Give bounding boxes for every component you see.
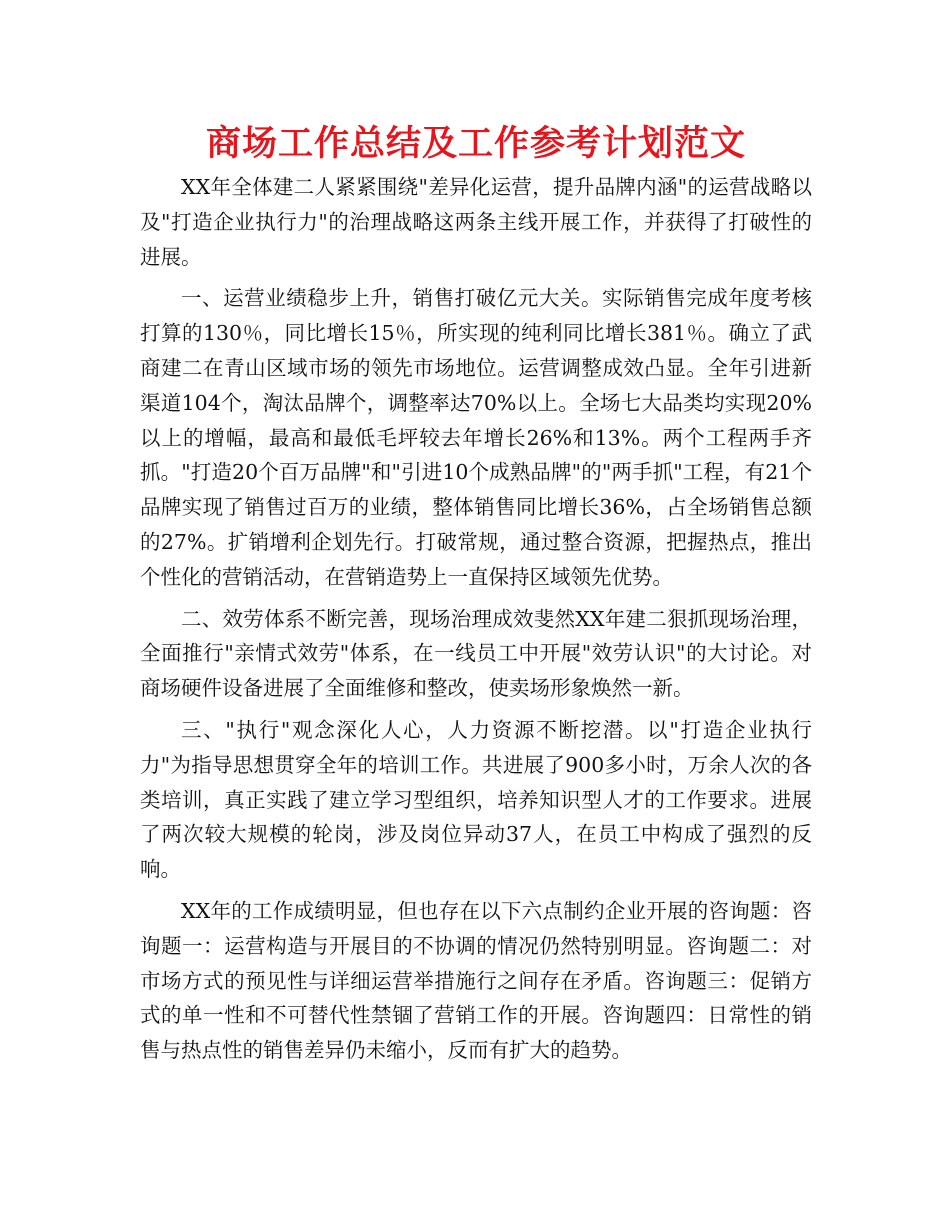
paragraph-operations: 一、运营业绩稳步上升，销售打破亿元大关。实际销售完成年度考核打算的130％，同比增长15％，所实现的纯利同比增长381％。确立了武商建二在青山区域市场的领先市场地位。运营调整成效凸显。全年引进新渠道104个，淘汰品牌个，调整率达70%以上。全场七大品类均实现20%以上的增幅，最高和最低毛坪较去年增长26%和13%。两个工程两手齐抓。"打造20个百万品牌"和"引进10个成熟品牌"的"两手抓"工程，有21个品牌实现了销售过百万的业绩，整体销售同比增长36%，占全场销售总额的27%。扩销增利企划先行。打破常规，通过整合资源，把握热点，推出个性化的营销活动，在营销造势上一直保持区域领先优势。 [140, 286, 812, 589]
paragraph-intro: XX年全体建二人紧紧围绕"差异化运营，提升品牌内涵"的运营战略以及"打造企业执行力"的治理战略这两条主线开展工作，并获得了打破性的进展。 [140, 175, 812, 269]
paragraph-service: 二、效劳体系不断完善，现场治理成效斐然XX年建二狠抓现场治理，全面推行"亲情式效劳"体系，在一线员工中开展"效劳认识"的大讨论。对商场硬件设备进展了全面维修和整改，使卖场形象焕然一新。 [140, 606, 812, 701]
document-title: 商场工作总结及工作参考计划范文 [205, 124, 746, 164]
paragraph-problems: XX年的工作成绩明显，但也存在以下六点制约企业开展的咨询题：咨询题一：运营构造与开展目的不协调的情况仍然特别明显。咨询题二：对市场方式的预见性与详细运营举措施行之间存在矛盾。咨询题三：促销方式的单一性和不可替代性禁锢了营销工作的开展。咨询题四：日常性的销售与热点性的销售差异仍未缩小，反而有扩大的趋势。 [140, 898, 812, 1063]
document-page [140, 118, 812, 1068]
paragraph-execution: 三、"执行"观念深化人心，人力资源不断挖潜。以"打造企业执行力"为指导思想贯穿全年的培训工作。共进展了900多小时，万余人次的各类培训，真正实践了建立学习型组织，培养知识型人才的工作要求。进展了两次较大规模的轮岗，涉及岗位异动37人，在员工中构成了强烈的反响。 [140, 717, 812, 882]
